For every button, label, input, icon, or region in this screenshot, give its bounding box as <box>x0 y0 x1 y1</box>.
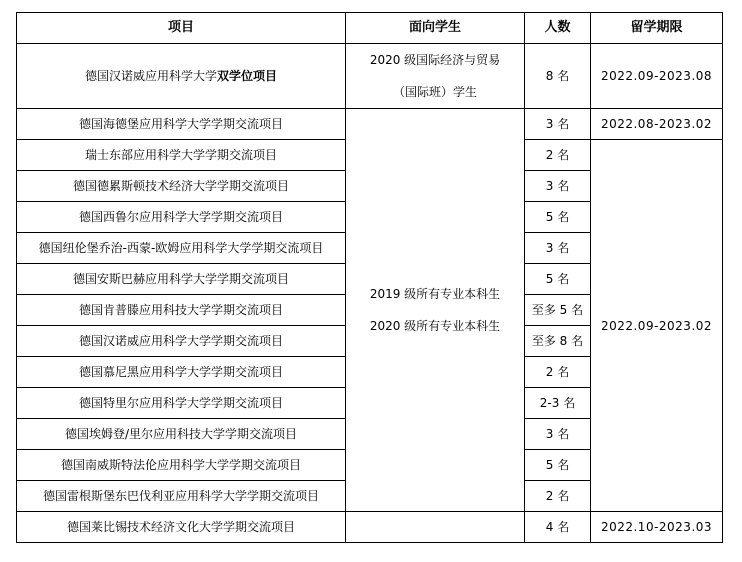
students-line: 2019 级所有专业本科生 <box>369 287 501 301</box>
project-cell: 德国汉诺威应用科学大学学期交流项目 <box>17 326 346 357</box>
project-cell: 德国西鲁尔应用科学大学学期交流项目 <box>17 202 346 233</box>
header-students: 面向学生 <box>346 13 525 44</box>
project-cell: 德国德累斯顿技术经济大学学期交流项目 <box>17 171 346 202</box>
header-period: 留学期限 <box>591 13 723 44</box>
period-cell: 2022.10-2023.03 <box>591 512 723 543</box>
project-cell: 德国莱比锡技术经济文化大学学期交流项目 <box>17 512 346 543</box>
count-cell: 3 名 <box>525 109 591 140</box>
project-name-highlight: 双学位项目 <box>217 69 278 83</box>
count-cell: 3 名 <box>525 419 591 450</box>
table-row <box>17 109 723 140</box>
count-cell: 至多 8 名 <box>525 326 591 357</box>
period-cell: 2022.09-2023.08 <box>591 44 723 109</box>
project-cell: 德国特里尔应用科学大学学期交流项目 <box>17 388 346 419</box>
project-cell: 德国安斯巴赫应用科学大学学期交流项目 <box>17 264 346 295</box>
students-cell <box>346 44 525 109</box>
count-cell: 4 名 <box>525 512 591 543</box>
project-cell: 德国慕尼黑应用科学大学学期交流项目 <box>17 357 346 388</box>
period-cell: 2022.08-2023.02 <box>591 109 723 140</box>
project-cell: 德国埃姆登/里尔应用科技大学学期交流项目 <box>17 419 346 450</box>
count-cell: 2 名 <box>525 481 591 512</box>
count-cell: 3 名 <box>525 171 591 202</box>
students-cell <box>346 109 525 512</box>
period-cell: 2022.09-2023.02 <box>591 140 723 512</box>
project-name: 德国汉诺威应用科学大学 <box>84 69 217 83</box>
project-cell: 德国纽伦堡乔治-西蒙-欧姆应用科学大学学期交流项目 <box>17 233 346 264</box>
count-cell: 5 名 <box>525 202 591 233</box>
students-line: 2020 级所有专业本科生 <box>369 319 501 333</box>
students-line: （国际班）学生 <box>392 85 477 99</box>
count-cell: 8 名 <box>525 44 591 109</box>
count-cell: 2-3 名 <box>525 388 591 419</box>
table-row <box>17 512 723 543</box>
count-cell: 5 名 <box>525 264 591 295</box>
program-table <box>16 12 723 543</box>
project-cell: 德国肯普滕应用科技大学学期交流项目 <box>17 295 346 326</box>
table-row <box>17 44 723 109</box>
count-cell: 3 名 <box>525 233 591 264</box>
count-cell: 2 名 <box>525 140 591 171</box>
project-cell: 瑞士东部应用科学大学学期交流项目 <box>17 140 346 171</box>
header-row <box>17 13 723 44</box>
students-line: 2020 级国际经济与贸易 <box>369 53 501 67</box>
count-cell: 2 名 <box>525 357 591 388</box>
count-cell: 至多 5 名 <box>525 295 591 326</box>
project-cell <box>17 44 346 109</box>
project-cell: 德国南威斯特法伦应用科学大学学期交流项目 <box>17 450 346 481</box>
students-cell-empty <box>346 512 525 543</box>
count-cell: 5 名 <box>525 450 591 481</box>
header-count: 人数 <box>525 13 591 44</box>
header-project: 项目 <box>17 13 346 44</box>
project-cell: 德国雷根斯堡东巴伐利亚应用科学大学学期交流项目 <box>17 481 346 512</box>
project-cell: 德国海德堡应用科学大学学期交流项目 <box>17 109 346 140</box>
